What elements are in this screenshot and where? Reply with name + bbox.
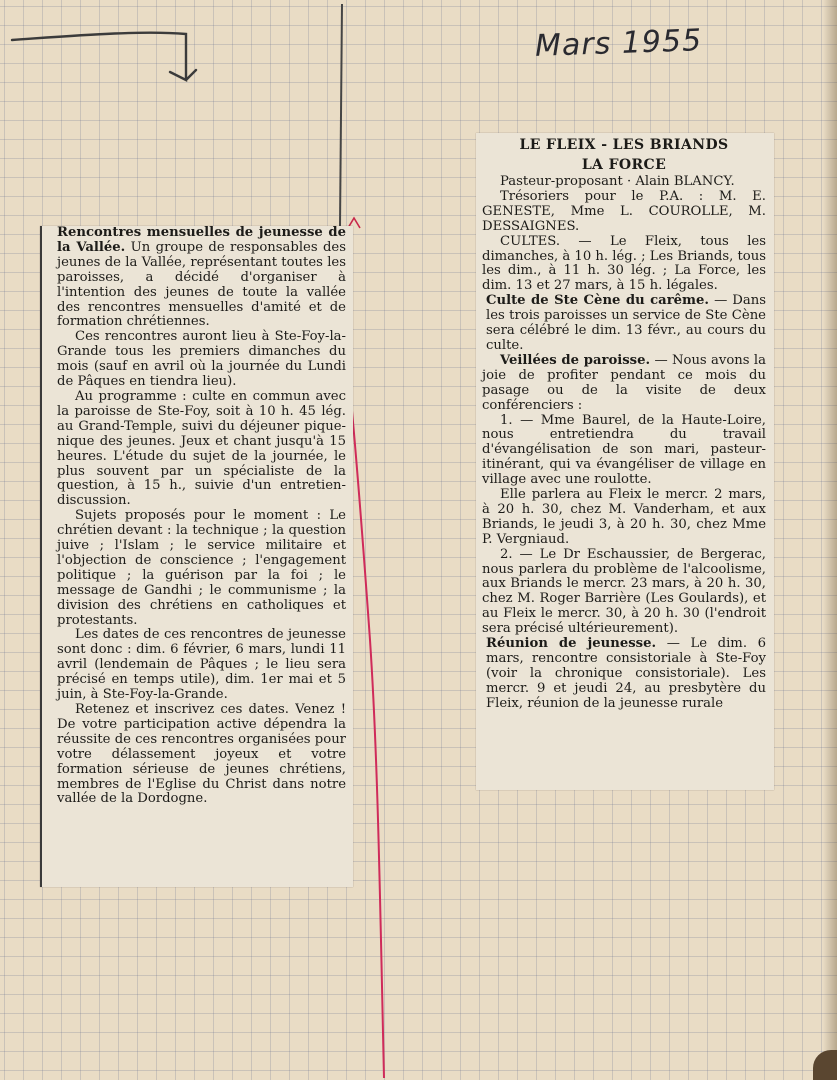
clipping-paragraph: [482, 637, 766, 712]
pencil-arrow: [12, 33, 196, 80]
handwritten-date: Mars 1955: [534, 23, 703, 64]
newspaper-clipping-parish-news: [476, 133, 774, 790]
clipping-paragraph: 2. — Le Dr Eschaussier, de Bergerac, nous parlera du problème de l'alcoolisme, aux Briands le mercr. 23 mars, à 20 h. 30, chez M. Roger Barrière (Les Goulards), et au Fleix le mercr. 30, à 20 h. 30 (l'endroit sera précisé ultérieurement).: [482, 546, 766, 637]
clipping-paragraph: [57, 226, 346, 330]
clipping-heading: LE FLEIX - LES BRIANDS: [519, 137, 729, 153]
newspaper-clipping-youth-meetings: [40, 226, 353, 887]
section-title: Réunion de jeunesse.: [486, 636, 657, 652]
clipping-paragraph: Retenez et inscrivez ces dates. Venez ! De votre participation active dépendra la réussite de ces rencontres organisées pour votre délassement joyeux et votre formation sérieuse de jeunes chrétiens, membres de l'Eglise du Christ dans notre vallée de la Dordogne.: [57, 702, 346, 807]
clipping-paragraph: [482, 354, 766, 414]
clipping-subheading: LA FORCE: [581, 157, 667, 173]
section-text: — Nous avons la joie de profiter pendant ce mois du pasage ou de la visite de deux conférenciers :: [482, 352, 766, 413]
clipping-paragraph: [482, 294, 766, 354]
clipping-title: Rencontres mensuelles de jeunesse de la Vallée.: [57, 225, 346, 255]
section-text: — Dans les trois paroisses un service de Ste Cène sera célébré le dim. 13 févr., au cours du culte.: [486, 293, 767, 353]
pencil-vertical-line: [340, 4, 342, 226]
section-title: Culte de Ste Cène du carême.: [486, 293, 709, 309]
clipping-paragraph: Pasteur-proposant · Alain BLANCY.: [500, 174, 735, 189]
clipping-paragraph: Sujets proposés pour le moment : Le chrétien devant : la technique ; la question juive ; l'Islam ; le service militaire et l'objection de conscience ; l'engagement politique ; la guérison par la foi ; le message de Gandhi ; le communisme ; la division des chrétiens en catholiques et protestants.: [57, 508, 346, 628]
section-title: Veillées de paroisse.: [500, 352, 651, 368]
clipping-paragraph: 1. — Mme Baurel, de la Haute-Loire, nous entretiendra du travail d'évangélisation de son mari, pasteur-itinérant, qui va évangéliser de village en village avec une roulotte.: [482, 412, 766, 488]
clipping-paragraph: Trésoriers pour le P.A. : M. E. GENESTE, Mme L. COUROLLE, M. DESSAIGNES.: [482, 188, 766, 234]
clipping-text: Un groupe de responsables des jeunes de la Vallée, représentant toutes les paroisses, a décidé d'organiser à l'intention des jeunes de toute la vallée des rencontres mensuelles d'amité et de formation chrétiennes.: [57, 239, 347, 330]
clipping-paragraph: Au programme : culte en commun avec la paroisse de Ste-Foy, soit à 10 h. 45 lég. au Grand-Temple, suivi du déjeuner pique-nique des jeunes. Jeux et chant jusqu'à 15 heures. L'étude du sujet de la journée, le plus souvent par un spécialiste de la question, à 15 h., suivie d'un entretien-discussion.: [57, 388, 346, 509]
clipping-paragraph: Les dates de ces rencontres de jeunesse sont donc : dim. 6 février, 6 mars, lundi 11 avril (lendemain de Pâques ; le lieu sera précisé en temps utile), dim. 1er mai et 5 juin, à Ste-Foy-la-Grande.: [57, 627, 346, 703]
clipping-paragraph: CULTES. — Le Fleix, tous les dimanches, à 10 h. lég. ; Les Briands, tous les dim., à 11 h. 30 lég. ; La Force, les dim. 13 et 27 mars, à 15 h. légales.: [482, 233, 766, 294]
clipping-paragraph: Elle parlera au Fleix le mercr. 2 mars, à 20 h. 30, chez M. Vanderham, et aux Briands, le jeudi 3, à 20 h. 30, chez Mme P. Vergniaud.: [482, 487, 766, 547]
clipping-paragraph: Ces rencontres auront lieu à Ste-Foy-la-Grande tous les premiers dimanches du mois (sauf en avril où la journée du Lundi de Pâques en tiendra lieu).: [57, 329, 346, 390]
section-text: — Le dim. 6 mars, rencontre consistoriale à Ste-Foy (voir la chronique consistoriale). Les mercr. 9 et jeudi 24, au presbytère du Fleix, réunion de la jeunesse rurale: [486, 636, 766, 711]
